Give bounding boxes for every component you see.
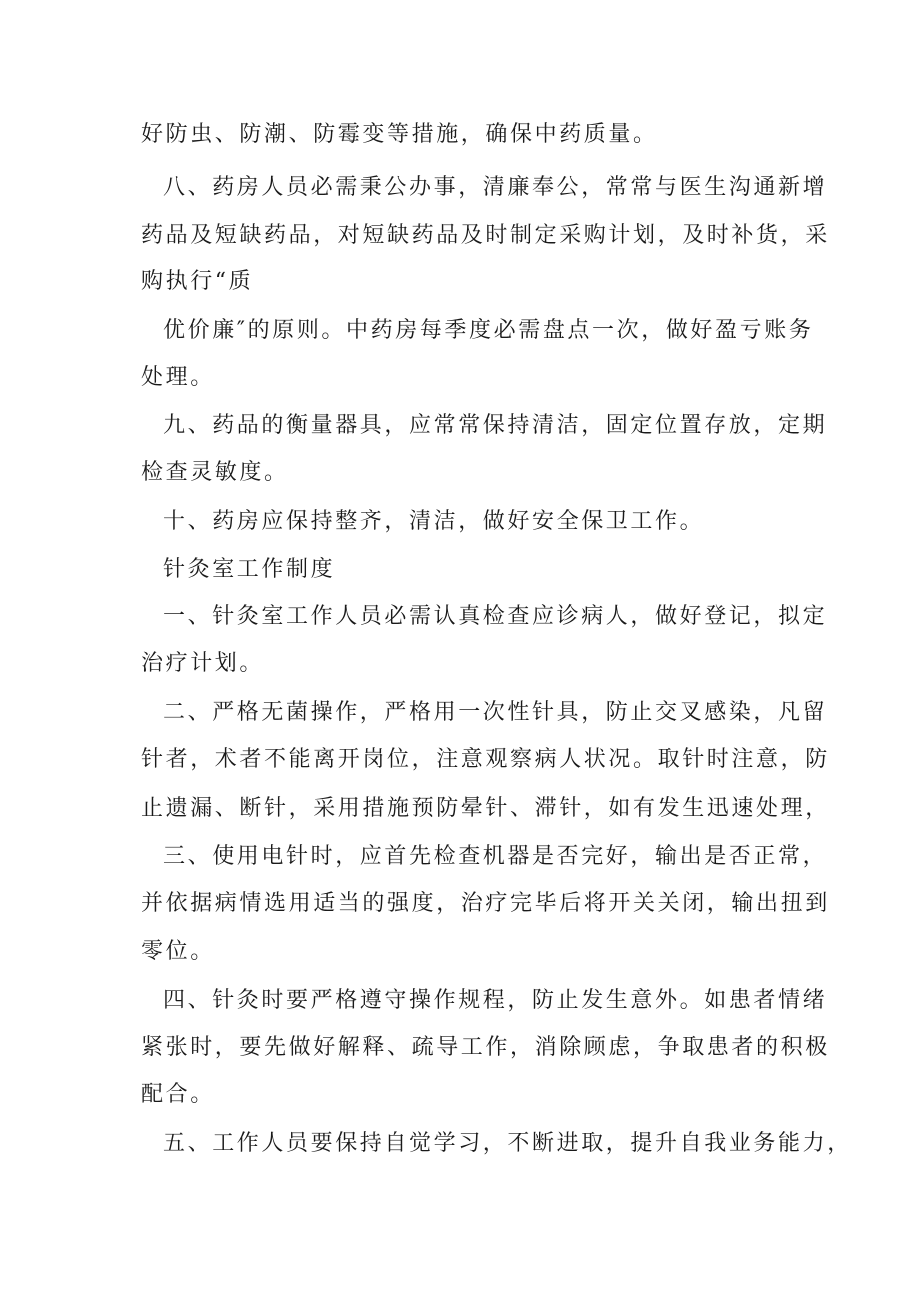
text-line: 止遗漏、断针，采用措施预防晕针、滞针，如有发生迅速处理， (141, 796, 830, 821)
text-line: 零位。 (141, 939, 215, 964)
text-line: 检查灵敏度。 (141, 460, 289, 485)
text-line: 二、严格无菌操作，严格用一次性针具，防止交叉感染，凡留 (163, 700, 828, 725)
text-line: 五、工作人员要保持自觉学习，不断进取，提升自我业务能力， (163, 1131, 852, 1156)
text-line: 四、针灸时要严格遵守操作规程，防止发生意外。如患者情绪 (163, 988, 828, 1013)
text-line: 好防虫、防潮、防霉变等措施，确保中药质量。 (141, 122, 658, 147)
text-line: 一、针灸室工作人员必需认真检查应诊病人，做好登记，拟定 (163, 604, 828, 629)
text-line: 九、药品的衡量器具，应常常保持清洁，固定位置存放，定期 (163, 413, 828, 438)
text-line: 药品及短缺药品，对短缺药品及时制定采购计划，及时补货，采 (141, 223, 830, 248)
text-line: 并依据病情选用适当的强度，治疗完毕后将开关关闭，输出扭到 (141, 891, 830, 916)
section-title: 针灸室工作制度 (163, 557, 336, 582)
text-line: 针者，术者不能离开岗位，注意观察病人状况。取针时注意，防 (141, 747, 830, 772)
text-line: 十、药房应保持整齐，清洁，做好安全保卫工作。 (163, 509, 705, 534)
text-line: 三、使用电针时，应首先检查机器是否完好，输出是否正常， (163, 844, 828, 869)
text-line: 配合。 (141, 1082, 215, 1107)
text-line: 八、药房人员必需秉公办事，清廉奉公，常常与医生沟通新增 (163, 175, 828, 200)
text-line: 处理。 (141, 365, 215, 390)
text-line: 优价廉″的原则。中药房每季度必需盘点一次，做好盈亏账务 (163, 318, 814, 343)
text-line: 治疗计划。 (141, 651, 265, 676)
text-line: 购执行“质 (141, 269, 254, 294)
text-line: 紧张时，要先做好解释、疏导工作，消除顾虑，争取患者的积极 (141, 1035, 830, 1060)
